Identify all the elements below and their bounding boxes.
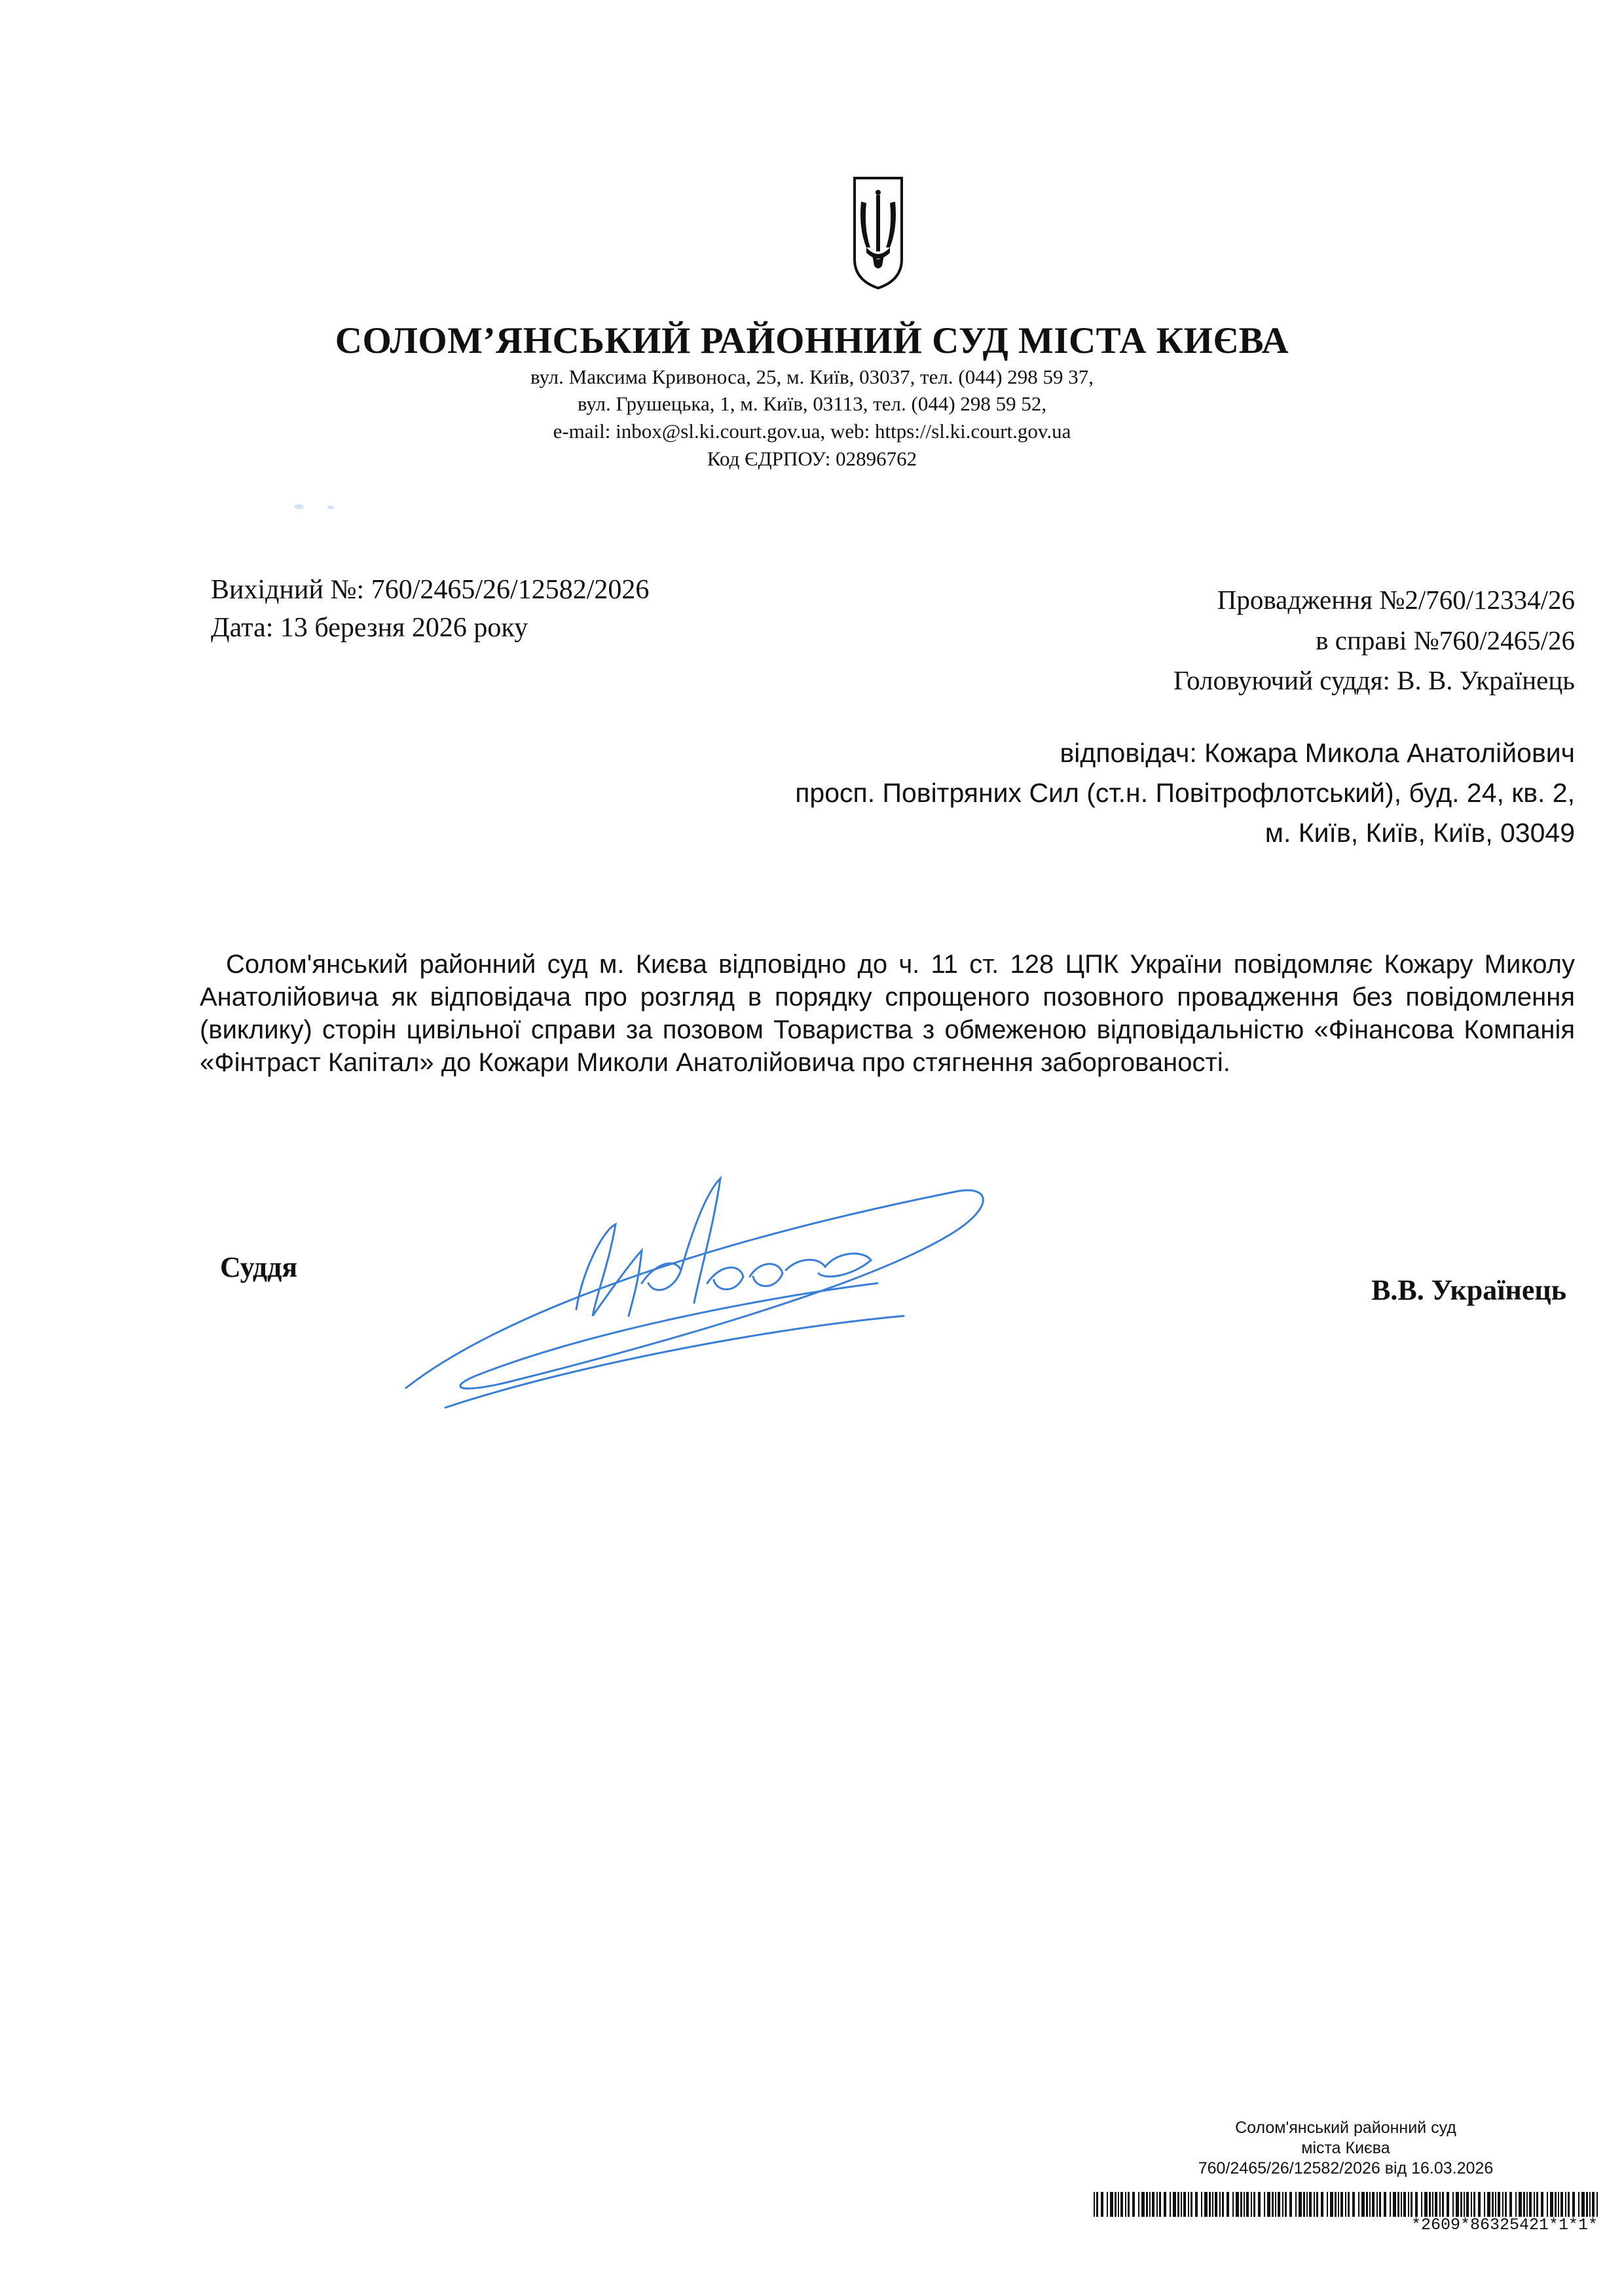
barcode-bar [1204,2192,1208,2217]
barcode-bar [1201,2192,1202,2217]
barcode-bar [1492,2192,1494,2217]
barcode-bar [1572,2192,1575,2217]
barcode-bar [1146,2192,1148,2217]
barcode-bar [1415,2192,1418,2217]
respondent-address-line2: м. Київ, Київ, Київ, 03049 [1264,818,1575,848]
barcode-bar [1515,2192,1517,2217]
barcode-bar [1372,2192,1375,2217]
barcode-bar [1442,2192,1444,2217]
barcode-bar [1132,2192,1135,2217]
barcode-bar [1170,2192,1171,2217]
barcode-bar [1348,2192,1350,2217]
barcode-bar [1432,2192,1433,2217]
barcode-bar [1352,2192,1355,2217]
barcode-bar [1338,2192,1339,2217]
barcode-bar [1429,2192,1431,2217]
barcode-bar [1447,2192,1449,2217]
stamp-line1: Солом'янський районний суд [1235,2119,1456,2137]
court-address-2: вул. Грушецька, 1, м. Київ, 03113, тел. (044) 298 59 52, [577,392,1047,415]
barcode-bar [1519,2192,1522,2217]
barcode-bar [1536,2192,1538,2217]
barcode-bar [1094,2192,1095,2217]
barcode-bar [1240,2192,1242,2217]
barcode-bar [1309,2192,1312,2217]
barcode-bar [1267,2192,1270,2217]
barcode-bar [1340,2192,1343,2217]
barcode-bar [1435,2192,1437,2217]
document-date: Дата: 13 березня 2026 року [211,613,528,643]
barcode-bar [1251,2192,1252,2217]
barcode-bar [1316,2192,1318,2217]
barcode-bar [1236,2192,1239,2217]
proceeding-number: Провадження №2/760/12334/26 [1217,585,1575,615]
barcode-bar [1159,2192,1161,2217]
barcode-bar [1321,2192,1323,2217]
barcode-bar [1464,2192,1465,2217]
case-number: в справі №760/2465/26 [1316,625,1575,655]
barcode-bar [1183,2192,1186,2217]
barcode-bar [1384,2192,1386,2217]
barcode-bar [1125,2192,1126,2217]
barcode-bar [1578,2192,1579,2217]
barcode-bar [1558,2192,1559,2217]
court-name: СОЛОМ’ЯНСЬКИЙ РАЙОННИЙ СУД МІСТА КИЄВА [335,320,1289,361]
barcode-bar [1393,2192,1396,2217]
barcode-bar [1177,2192,1179,2217]
coat-of-arms-icon [852,175,904,291]
barcode-bar [1408,2192,1409,2217]
barcode-bar [1115,2192,1116,2217]
barcode-bar [1466,2192,1469,2217]
barcode-bar [1509,2192,1512,2217]
barcode-bar [1110,2192,1113,2217]
barcode-bar [1253,2192,1255,2217]
barcode-bar [1152,2192,1154,2217]
barcode-bar [1128,2192,1130,2217]
barcode-bar [1118,2192,1119,2217]
stamp-line3: 760/2465/26/12582/2026 від 16.03.2026 [1198,2159,1494,2178]
barcode-bar [1473,2192,1475,2217]
barcode-bar [1149,2192,1151,2217]
barcode-bar [1212,2192,1213,2217]
barcode-bar [1495,2192,1496,2217]
court-address-1: вул. Максима Кривоноса, 25, м. Київ, 03037, тел. (044) 298 59 37, [530,365,1094,388]
signer-role: Суддя [220,1251,298,1283]
scan-speck [295,504,304,509]
barcode-bar [1487,2192,1490,2217]
barcode-bar [1586,2192,1588,2217]
respondent-address-line1: просп. Повітряних Сил (ст.н. Повітрофлотський), буд. 24, кв. 2, [795,778,1575,808]
barcode-bar [1141,2192,1145,2217]
barcode-bar [1246,2192,1249,2217]
barcode-bar [1295,2192,1297,2217]
barcode-bar [1120,2192,1123,2217]
barcode-bar [1369,2192,1371,2217]
barcode-bar [1366,2192,1368,2217]
barcode-bar [1397,2192,1399,2217]
barcode-bar [1502,2192,1504,2217]
barcode-bar [1219,2192,1221,2217]
barcode-bar [1424,2192,1428,2217]
barcode-bar [1358,2192,1359,2217]
barcode-bar [1209,2192,1211,2217]
barcode-bar [1278,2192,1280,2217]
barcode-bar [1403,2192,1406,2217]
barcode-bar [1327,2192,1328,2217]
barcode-bar [1289,2192,1292,2217]
barcode-bar [1361,2192,1365,2217]
barcode-bar [1138,2192,1139,2217]
barcode-bar [1526,2192,1528,2217]
barcode-bar [1581,2192,1585,2217]
barcode-bar [1547,2192,1548,2217]
barcode-bar [1181,2192,1182,2217]
barcode-bar [1498,2192,1500,2217]
barcode-bar [1222,2192,1224,2217]
barcode-bar [1456,2192,1459,2217]
respondent-name: відповідач: Кожара Микола Анатолійович [1060,738,1575,768]
barcode-bar [1330,2192,1333,2217]
barcode-bar [1275,2192,1276,2217]
barcode-bar [1244,2192,1245,2217]
barcode-bar [1232,2192,1234,2217]
registration-stamp [1094,2118,1598,2179]
barcode-bar [1460,2192,1462,2217]
barcode-bar [1471,2192,1472,2217]
barcode-bar [1421,2192,1422,2217]
barcode-bar [1529,2192,1532,2217]
barcode-bar [1306,2192,1308,2217]
barcode-bar [1285,2192,1287,2217]
barcode-bar [1303,2192,1305,2217]
barcode-bar [1390,2192,1391,2217]
court-contacts: e-mail: inbox@sl.ki.court.gov.ua, web: https://sl.ki.court.gov.ua [553,420,1071,443]
outgoing-number: Вихідний №: 760/2465/26/12582/2026 [211,575,650,605]
barcode-bar [1478,2192,1481,2217]
barcode-bar [1164,2192,1166,2217]
barcode-bar [1596,2192,1598,2217]
barcode-bar [1258,2192,1261,2217]
barcode-bar [1190,2192,1192,2217]
barcode-bar [1188,2192,1189,2217]
handwritten-signature-icon [367,1152,1022,1414]
barcode-bar [1565,2192,1566,2217]
barcode-bar [1541,2192,1543,2217]
barcode-bar [1592,2192,1595,2217]
scan-speck [327,505,334,509]
barcode-bar [1568,2192,1570,2217]
barcode-icon [1094,2192,1598,2217]
stamp-line2: міста Києва [1301,2139,1390,2157]
barcode-bar [1439,2192,1441,2217]
barcode-bar [1335,2192,1337,2217]
barcode-bar [1345,2192,1346,2217]
barcode-bar [1523,2192,1525,2217]
barcode-bar [1215,2192,1217,2217]
presiding-judge: Головуючий суддя: В. В. Українець [1173,665,1575,695]
barcode-bar [1107,2192,1108,2217]
barcode-bar [1376,2192,1378,2217]
barcode-bar [1272,2192,1274,2217]
barcode-bar [1314,2192,1315,2217]
barcode-bar [1173,2192,1176,2217]
barcode-bar [1555,2192,1557,2217]
barcode-bar [1156,2192,1158,2217]
barcode-bar [1379,2192,1381,2217]
barcode-number: *2609*86325421*1*1* [1411,2215,1598,2234]
barcode-bar [1560,2192,1563,2217]
barcode-bar [1484,2192,1485,2217]
barcode-bar [1096,2192,1098,2217]
barcode-bar [1227,2192,1229,2217]
notice-paragraph: Солом'янський районний суд м. Києва відповідно до ч. 11 ст. 128 ЦПК України повідомляє Кожару Миколу Анатолійовича як відповідача про розгляд в порядку спрощеного позовного провадження без повідомлення (виклику) сторін цивільної справи за позовом Товариства з обмеженою відповідальністю «Фінансова Компанія «Фінтраст Капітал» до Кожари Миколи Анатолійовича про стягнення заборгованості. [200,950,1575,1077]
barcode-bar [1195,2192,1198,2217]
barcode-bar [1401,2192,1402,2217]
signer-name: В.В. Українець [1371,1274,1566,1306]
barcode-bar [1264,2192,1265,2217]
barcode-bar [1282,2192,1283,2217]
barcode-bar [1411,2192,1412,2217]
barcode-bar [1299,2192,1302,2217]
barcode-bar [1589,2192,1591,2217]
barcode-bar [1534,2192,1535,2217]
barcode-bar [1550,2192,1553,2217]
barcode-bar [1505,2192,1507,2217]
barcode-bar [1452,2192,1454,2217]
court-edrpou: Код ЄДРПОУ: 02896762 [707,447,917,470]
barcode-bar [1101,2192,1103,2217]
